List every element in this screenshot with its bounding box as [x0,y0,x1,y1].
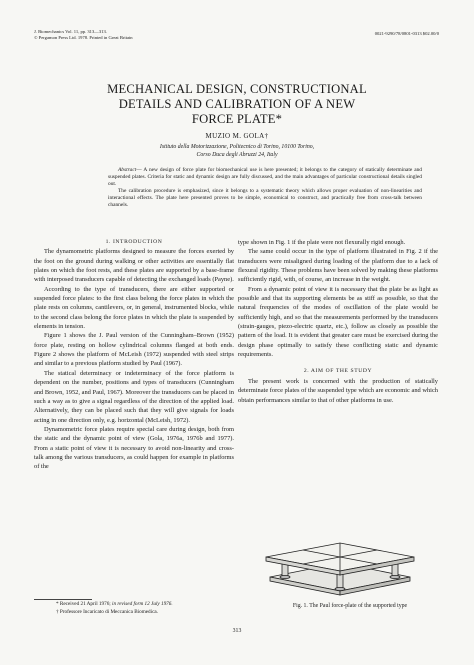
force-plate-illustration [260,525,420,603]
title-line: DETAILS AND CALIBRATION OF A NEW [118,97,356,111]
body-paragraph: The same could occur in the type of platform illustrated in Fig. 2 if the transducers were misaligned during loading of the platform due to a lack of flexural rigidity. These problems have been solved by making these platforms sufficiently rigid, with, of course, an increase in the weight. [238,248,438,284]
journal-publisher: © Pergamon Press Ltd. 1978. Printed in Great Britain [34,35,133,40]
affiliation-line: Corso Duca degli Abruzzi 24, Italy [196,152,278,158]
received-date: Received 21 April 1976; [59,601,111,607]
title-line: MECHANICAL DESIGN, CONSTRUCTIONAL [107,82,367,96]
abstract-label: Abstract [118,167,137,173]
abstract [108,167,422,208]
abstract-paragraph: The calibration procedure is emphasized, since it belongs to a systematic theory which allows proper evaluation of non-linearities and interactional effects. The plate here presented proves to be simple, economical to construct, and practically free from cross-talk between channels. [108,187,422,208]
article-code: 0021-9290/78/0801-0313 $02.00/0 [374,31,439,36]
author-affiliation [80,143,394,159]
body-paragraph: The dynamometric platforms designed to measure the forces exerted by the foot on the ground during walking or other activities are essentially flat plates on which the foot rests, and these plates are supported by a base-frame with interposed transducers capable of detecting the exchanged loads (Payne). [34,248,234,284]
title-line: FORCE PLATE* [191,112,283,126]
body-paragraph: From a dynamic point of view it is necessary that the plate be as light as possible and that its supporting elements be as stiff as possible, so that the natural frequencies of the modes of oscillation of the plate would be sufficiently high, and so that the measurements performed by the transducers (strain-gauges, piezo-electric quartz, etc.), follow as closely as possible the pattern of the load. It is evident that greater care must be exercised during the design phase optimally to satisfy these conflicting static and dynamic requirements. [238,285,438,359]
section-heading-introduction: 1. INTRODUCTION [105,239,163,245]
section-heading-aim: 2. AIM OF THE STUDY [303,368,373,375]
body-paragraph: The statical determinacy or indeterminacy of the force platform is dependent on the number, positions and types of transducers (Cunningham and Brown, 1952, and Paul, 1967). Moreover the transducers can be placed in such a way as to give a signal regardless of the direction of the applied load. Alternatively, they can be placed such that they will give signals for loads acting in one direction only, e.g. horizontal (McLeish, 1972). [34,369,234,424]
revised-date: in revised form 12 July 1976. [112,601,173,607]
right-column [238,238,438,405]
abstract-text: — A new design of force plate for biomechanical use is here presented; it belongs to the category of statically determinate and suspended plates. Criteria for static and dynamic design are fully discussed, and the main advantages of particular constructional details singled out. [108,167,422,187]
paper-title [60,82,414,127]
body-paragraph: Figure 1 shows the J. Paul version of the Cunningham–Brown (1952) force plate, resting on hollow cylindrical columns flanged at both ends. Figure 2 shows the platform of McLeish (1972) suspended with steel strips and similar to a previous platform studied by Paul (1967). [34,332,234,368]
page-number: 313 [232,628,242,634]
footnote-rule [34,599,92,600]
affiliation-line: Istituto della Motorizzazione, Politecnico di Torino, 10100 Torino, [159,144,315,150]
journal-header [34,29,204,41]
figure-caption: Fig. 1. The Paul force-plate of the supported type [292,603,408,609]
abstract-paragraph [108,167,422,188]
body-paragraph: Dynamometric force plates require special care during design, both from the static and the dynamic point of view (Gola, 1976a, 1976b and 1977). From a static point of view it is necessary to avoid non-linearity and cross-talk among the various transducers, as could happen for example in platforms of the [34,425,234,471]
body-paragraph: According to the type of transducers, there are either supported or suspended force plates: to the first class belong the force plates in which the plate rests on columns, cantilevers, or, in general, instrumented blocks, while to the second class belong the force plates in which the plate is suspended by elements in tension. [34,285,234,331]
left-column [34,238,234,472]
body-paragraph: The present work is concerned with the production of statically determinate force plates of the suspended type which are economic and which obtain performances similar to that of other platforms in use. [238,377,438,404]
author-footnote: † Professore Incaricato di Meccanica Biomedica. [56,608,158,615]
author-name: MUZIO M. GOLA† [205,132,269,140]
footnotes [56,601,226,616]
body-paragraph: type shown in Fig. 1 if the plate were not flexurally rigid enough. [238,239,406,246]
journal-citation: J. Biomechanics Vol. 11, pp. 313—313. [34,29,107,34]
received-footnote: * Received 21 April 1976; in revised form 12 July 1976. [56,601,173,607]
